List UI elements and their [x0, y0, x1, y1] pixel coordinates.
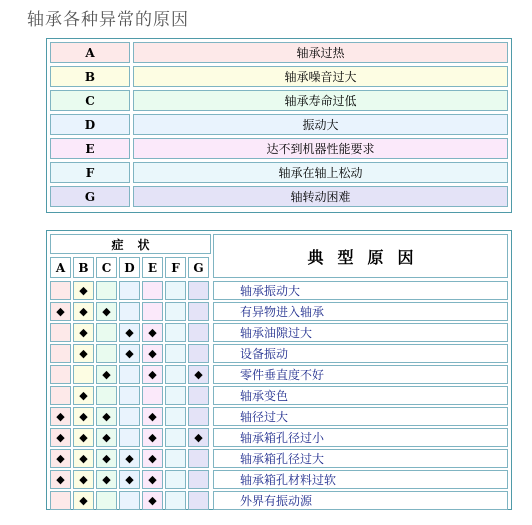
- reason-cell: 轴径过大: [213, 407, 508, 426]
- symptom-cell: [73, 470, 94, 489]
- diamond-mark-icon: ◆: [148, 326, 157, 339]
- symptom-cell: [73, 491, 94, 510]
- symptom-cell: [165, 407, 186, 426]
- symptom-cell: [96, 491, 117, 510]
- column-header: C: [96, 257, 117, 278]
- symptom-cell: [73, 281, 94, 300]
- symptom-cell: [188, 386, 209, 405]
- symptom-cell: [165, 281, 186, 300]
- diamond-mark-icon: ◆: [148, 452, 157, 465]
- symptom-cell: [96, 470, 117, 489]
- symptom-cell: [96, 428, 117, 447]
- symptom-cell: [96, 365, 117, 384]
- column-header: E: [142, 257, 163, 278]
- diamond-mark-icon: ◆: [79, 494, 88, 507]
- symptom-cell: [96, 449, 117, 468]
- diamond-mark-icon: ◆: [56, 431, 65, 444]
- symptom-cell: [188, 302, 209, 321]
- diamond-mark-icon: ◆: [79, 389, 88, 402]
- symptom-cell: [73, 302, 94, 321]
- symptom-cell: [188, 428, 209, 447]
- diamond-mark-icon: ◆: [56, 305, 65, 318]
- diamond-mark-icon: ◆: [102, 305, 111, 318]
- symptom-cell: [73, 407, 94, 426]
- symptom-cell: [96, 407, 117, 426]
- diamond-mark-icon: ◆: [56, 452, 65, 465]
- symptom-cell: [96, 281, 117, 300]
- symptom-cell: [119, 449, 140, 468]
- symptom-cell: [188, 470, 209, 489]
- symptom-cell: [119, 344, 140, 363]
- diamond-mark-icon: ◆: [148, 347, 157, 360]
- legend-letter: D: [50, 114, 130, 135]
- symptom-cell: [73, 428, 94, 447]
- symptom-cell: [119, 407, 140, 426]
- symptom-cell: [142, 302, 163, 321]
- legend-letter: B: [50, 66, 130, 87]
- symptom-cell: [119, 323, 140, 342]
- column-header: D: [119, 257, 140, 278]
- symptom-cell: [142, 323, 163, 342]
- symptom-cell: [50, 344, 71, 363]
- legend-letter: C: [50, 90, 130, 111]
- symptom-cell: [188, 323, 209, 342]
- symptom-cell: [165, 470, 186, 489]
- column-header: B: [73, 257, 94, 278]
- symptom-cell: [188, 344, 209, 363]
- legend-letter: F: [50, 162, 130, 183]
- symptom-cell: [188, 407, 209, 426]
- diamond-mark-icon: ◆: [148, 368, 157, 381]
- symptom-cell: [165, 302, 186, 321]
- symptom-cell: [50, 470, 71, 489]
- diamond-mark-icon: ◆: [79, 431, 88, 444]
- reason-cell: 设备振动: [213, 344, 508, 363]
- legend-table: [46, 38, 512, 213]
- diamond-mark-icon: ◆: [102, 368, 111, 381]
- symptom-cell: [119, 470, 140, 489]
- symptom-cell: [188, 449, 209, 468]
- symptom-header: 症状: [50, 234, 211, 254]
- symptom-cell: [119, 365, 140, 384]
- symptom-cell: [50, 407, 71, 426]
- symptom-cell: [73, 386, 94, 405]
- symptom-cell: [50, 386, 71, 405]
- diamond-mark-icon: ◆: [125, 326, 134, 339]
- diamond-mark-icon: ◆: [79, 284, 88, 297]
- diamond-mark-icon: ◆: [125, 347, 134, 360]
- legend-description: 达不到机器性能要求: [133, 138, 508, 159]
- legend-letter: E: [50, 138, 130, 159]
- legend-row: [50, 42, 508, 63]
- diamond-mark-icon: ◆: [79, 410, 88, 423]
- symptom-cell: [142, 365, 163, 384]
- column-header: F: [165, 257, 186, 278]
- symptom-cell: [50, 365, 71, 384]
- legend-row: [50, 186, 508, 207]
- diamond-mark-icon: ◆: [148, 494, 157, 507]
- diamond-mark-icon: ◆: [194, 368, 203, 381]
- reason-cell: 轴承油隙过大: [213, 323, 508, 342]
- legend-row: [50, 114, 508, 135]
- symptom-cell: [119, 281, 140, 300]
- symptom-cell: [142, 470, 163, 489]
- legend-row: [50, 138, 508, 159]
- diamond-mark-icon: ◆: [102, 431, 111, 444]
- diamond-mark-icon: ◆: [102, 410, 111, 423]
- symptom-cell: [165, 449, 186, 468]
- symptom-cell: [50, 281, 71, 300]
- reason-cell: 轴承振动大: [213, 281, 508, 300]
- symptom-cell: [142, 344, 163, 363]
- symptom-cell: [73, 365, 94, 384]
- diamond-mark-icon: ◆: [148, 431, 157, 444]
- diamond-mark-icon: ◆: [148, 410, 157, 423]
- legend-row: [50, 66, 508, 87]
- legend-description: 轴承寿命过低: [133, 90, 508, 111]
- reason-cell: 轴承变色: [213, 386, 508, 405]
- diamond-mark-icon: ◆: [79, 305, 88, 318]
- symptom-cell: [165, 365, 186, 384]
- symptom-cell: [96, 302, 117, 321]
- symptom-cell: [188, 281, 209, 300]
- reason-header: 典型原因: [213, 234, 508, 278]
- diamond-mark-icon: ◆: [56, 410, 65, 423]
- reason-cell: 有异物进入轴承: [213, 302, 508, 321]
- diamond-mark-icon: ◆: [79, 326, 88, 339]
- symptom-cell: [73, 323, 94, 342]
- reason-cell: 轴承箱孔径过小: [213, 428, 508, 447]
- symptom-cell: [142, 386, 163, 405]
- column-header: A: [50, 257, 71, 278]
- symptom-cell: [50, 323, 71, 342]
- reason-cell: 外界有振动源: [213, 491, 508, 510]
- diamond-mark-icon: ◆: [79, 452, 88, 465]
- column-header: G: [188, 257, 209, 278]
- symptom-cause-table: [46, 230, 512, 510]
- symptom-cell: [50, 449, 71, 468]
- diamond-mark-icon: ◆: [102, 452, 111, 465]
- diamond-mark-icon: ◆: [79, 347, 88, 360]
- legend-row: [50, 162, 508, 183]
- legend-row: [50, 90, 508, 111]
- symptom-cell: [142, 491, 163, 510]
- legend-description: 轴承噪音过大: [133, 66, 508, 87]
- symptom-cell: [96, 344, 117, 363]
- page-title: 轴承各种异常的原因: [27, 10, 189, 30]
- symptom-cell: [188, 491, 209, 510]
- diamond-mark-icon: ◆: [79, 473, 88, 486]
- symptom-cell: [142, 281, 163, 300]
- symptom-cell: [96, 323, 117, 342]
- symptom-cell: [50, 428, 71, 447]
- diamond-mark-icon: ◆: [102, 473, 111, 486]
- diamond-mark-icon: ◆: [125, 473, 134, 486]
- symptom-cell: [50, 491, 71, 510]
- symptom-cell: [96, 386, 117, 405]
- legend-description: 轴承在轴上松动: [133, 162, 508, 183]
- symptom-cell: [165, 344, 186, 363]
- diamond-mark-icon: ◆: [148, 473, 157, 486]
- diamond-mark-icon: ◆: [56, 473, 65, 486]
- symptom-cell: [165, 428, 186, 447]
- reason-cell: 零件垂直度不好: [213, 365, 508, 384]
- diamond-mark-icon: ◆: [194, 431, 203, 444]
- symptom-cell: [165, 323, 186, 342]
- legend-description: 轴承过热: [133, 42, 508, 63]
- legend-letter: A: [50, 42, 130, 63]
- symptom-cell: [119, 491, 140, 510]
- symptom-cell: [119, 302, 140, 321]
- symptom-cell: [73, 344, 94, 363]
- legend-description: 轴转动困难: [133, 186, 508, 207]
- symptom-cell: [142, 428, 163, 447]
- symptom-cell: [119, 386, 140, 405]
- symptom-cell: [119, 428, 140, 447]
- symptom-cell: [165, 386, 186, 405]
- diamond-mark-icon: ◆: [125, 452, 134, 465]
- symptom-cell: [188, 365, 209, 384]
- reason-cell: 轴承箱孔径过大: [213, 449, 508, 468]
- symptom-cell: [50, 302, 71, 321]
- legend-description: 振动大: [133, 114, 508, 135]
- legend-letter: G: [50, 186, 130, 207]
- symptom-cell: [142, 407, 163, 426]
- symptom-cell: [73, 449, 94, 468]
- symptom-cell: [165, 491, 186, 510]
- symptom-cell: [142, 449, 163, 468]
- reason-cell: 轴承箱孔材料过软: [213, 470, 508, 489]
